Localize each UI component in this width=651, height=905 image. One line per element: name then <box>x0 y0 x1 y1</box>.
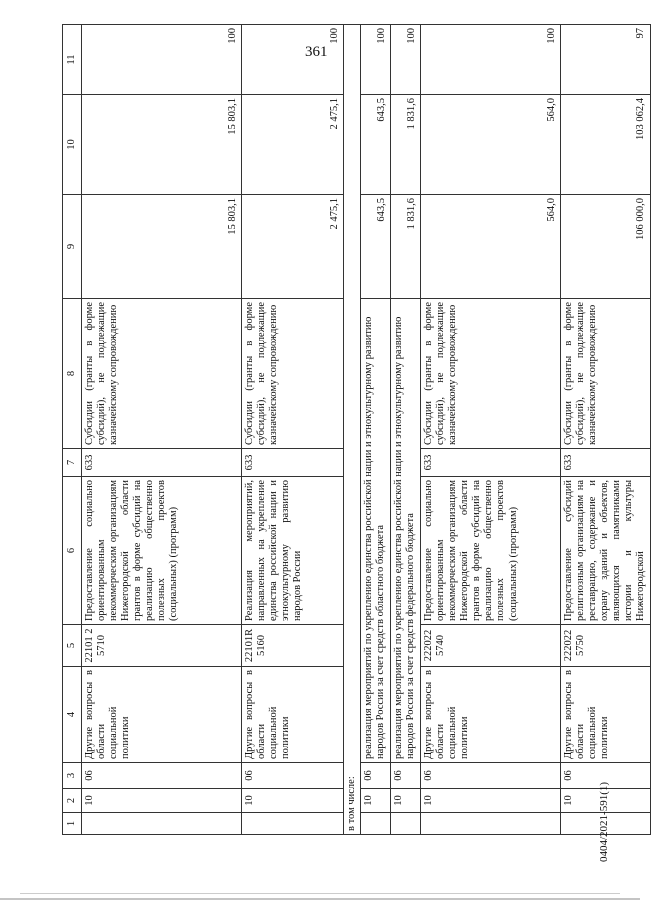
cell-subitem-text: реализация мероприятий по укреплению единства российской нации и этнокультурному развитию народов России за счет средств областного бюджета <box>361 299 391 763</box>
col-header-6: 6 <box>63 477 82 625</box>
cell-section: 10 <box>82 789 242 813</box>
page-number: 361 <box>305 44 328 60</box>
cell-target-name: Предоставление субсидий религиозным организациям на реставрацию, содержание и охрану зданий и объектов, являющихся памятниками истории и культуры Нижегородской <box>561 477 650 625</box>
cell-percent: 97 <box>561 25 650 95</box>
col-header-1: 1 <box>63 813 82 835</box>
cell-percent: 100 <box>242 25 344 95</box>
cell-percent: 100 <box>391 25 421 95</box>
cell-including-label: в том числе: <box>344 25 361 835</box>
scan-edge-line <box>20 893 620 894</box>
cell-section: 10 <box>421 789 561 813</box>
cell-percent: 100 <box>361 25 391 95</box>
cell-expense-type: 633 <box>421 449 561 477</box>
col-header-7: 7 <box>63 449 82 477</box>
cell-section: 10 <box>361 789 391 813</box>
cell-target-code: 222022 5750 <box>561 625 650 667</box>
cell-expense-type: 633 <box>561 449 650 477</box>
cell-subsection: 06 <box>391 763 421 789</box>
header-row <box>63 25 82 835</box>
col-header-5: 5 <box>63 625 82 667</box>
cell-target-code: 22101 2 5710 <box>82 625 242 667</box>
cell-actual: 103 062,4 <box>561 95 650 195</box>
cell-planned: 15 803,1 <box>82 195 242 299</box>
col-header-4: 4 <box>63 667 82 763</box>
cell-c1 <box>391 813 421 835</box>
cell-subsection: 06 <box>82 763 242 789</box>
cell-subitem-text: реализация мероприятий по укреплению единства российской нации и этнокультурному развитию народов России за счет средств федерального бюджета <box>391 299 421 763</box>
table-row <box>391 25 421 835</box>
table-row <box>82 25 242 835</box>
table-row <box>361 25 391 835</box>
col-header-11: 11 <box>63 25 82 95</box>
cell-percent: 100 <box>421 25 561 95</box>
table-row <box>421 25 561 835</box>
table-row <box>561 25 650 835</box>
table-row <box>344 25 361 835</box>
cell-target-code: 22101R 5160 <box>242 625 344 667</box>
budget-table <box>62 24 651 835</box>
document-code: 0404/2021-591(1) <box>598 781 610 862</box>
cell-target-code: 222022 5740 <box>421 625 561 667</box>
cell-section-name: Другие вопросы в области социальной политики <box>561 667 650 763</box>
cell-percent: 100 <box>82 25 242 95</box>
cell-expense-name: Субсидии (гранты в форме субсидий), не подлежащие казначейскому сопровождению <box>421 299 561 449</box>
col-header-3: 3 <box>63 763 82 789</box>
cell-planned: 564,0 <box>421 195 561 299</box>
cell-section-name: Другие вопросы в области социальной политики <box>421 667 561 763</box>
budget-table-rotated <box>62 25 647 835</box>
cell-expense-type: 633 <box>82 449 242 477</box>
cell-target-name: Предоставление социально ориентированным некоммерческим организациям Нижегородской области грантов в форме субсидий на реализацию общественно полезных проектов (социальных) (программ) <box>421 477 561 625</box>
cell-actual: 1 831,6 <box>391 95 421 195</box>
cell-expense-name: Субсидии (гранты в форме субсидий), не подлежащие казначейскому сопровождению <box>82 299 242 449</box>
cell-c1 <box>82 813 242 835</box>
cell-section-name: Другие вопросы в области социальной политики <box>242 667 344 763</box>
col-header-10: 10 <box>63 95 82 195</box>
cell-actual: 643,5 <box>361 95 391 195</box>
cell-actual: 564,0 <box>421 95 561 195</box>
cell-planned: 106 000,0 <box>561 195 650 299</box>
cell-planned: 2 475,1 <box>242 195 344 299</box>
scan-edge-shadow <box>0 898 640 900</box>
cell-actual: 2 475,1 <box>242 95 344 195</box>
cell-section: 10 <box>242 789 344 813</box>
cell-planned: 643,5 <box>361 195 391 299</box>
cell-subsection: 06 <box>242 763 344 789</box>
cell-target-name: Реализация мероприятий, направленных на укрепление единства российской нации и этнокультурному развитию народов России <box>242 477 344 625</box>
cell-section: 10 <box>391 789 421 813</box>
cell-c1 <box>421 813 561 835</box>
col-header-9: 9 <box>63 195 82 299</box>
cell-expense-name: Субсидии (гранты в форме субсидий), не подлежащие казначейскому сопровождению <box>561 299 650 449</box>
cell-c1 <box>361 813 391 835</box>
cell-expense-type: 633 <box>242 449 344 477</box>
cell-subsection: 06 <box>561 763 650 789</box>
cell-section: 10 <box>561 789 650 813</box>
table-row <box>242 25 344 835</box>
col-header-2: 2 <box>63 789 82 813</box>
cell-section-name: Другие вопросы в области социальной политики <box>82 667 242 763</box>
cell-actual: 15 803,1 <box>82 95 242 195</box>
col-header-8: 8 <box>63 299 82 449</box>
cell-subsection: 06 <box>361 763 391 789</box>
cell-planned: 1 831,6 <box>391 195 421 299</box>
cell-subsection: 06 <box>421 763 561 789</box>
cell-expense-name: Субсидии (гранты в форме субсидий), не подлежащие казначейскому сопровождению <box>242 299 344 449</box>
cell-target-name: Предоставление социально ориентированным некоммерческим организациям Нижегородской области грантов в форме субсидий на реализацию общественно полезных проектов (социальных) (программ) <box>82 477 242 625</box>
cell-c1 <box>242 813 344 835</box>
